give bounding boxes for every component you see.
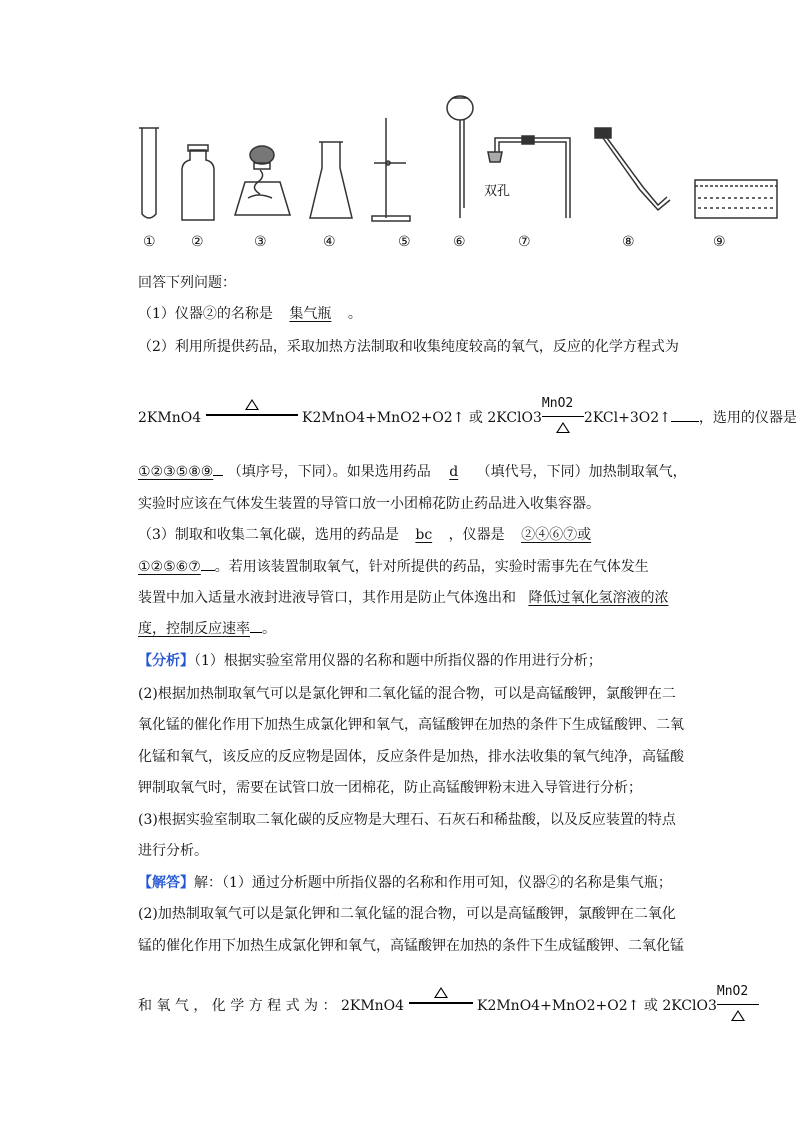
q2-line-1: （2）利用所提供药品，采取加热方法制取和收集纯度较高的氧气，反应的化学方程式为 — [138, 339, 679, 355]
analysis-p2-l3: 化锰和氧气，该反应的反应物是固体，反应条件是加热，排水法收集的氧气纯净，高锰酸 — [138, 749, 684, 765]
analysis-p3-l2: 进行分析。 — [138, 843, 208, 859]
stopper-tube-icon — [488, 136, 570, 218]
catalyst-fraction — [541, 396, 584, 444]
analysis-p1-text: （1）根据实验室常用仪器的名称和题中所指仪器的作用进行分析； — [194, 653, 602, 669]
q3-instr-answer-a: ②④⑥⑦或 — [521, 527, 592, 543]
gas-jar-icon — [182, 145, 214, 220]
analysis-p2-l1: (2)根据加热制取氧气可以是氯化钾和二氧化锰的混合物，可以是高锰酸钾，氯酸钾在二 — [138, 686, 676, 702]
analysis-p3-l1: (3)根据实验室制取二氧化碳的反应物是大理石、石灰石和稀盐酸，以及反应装置的特点 — [138, 812, 676, 828]
apparatus-label-4: ④ — [323, 234, 336, 250]
solution-tag: 【解答】 — [138, 875, 194, 891]
q1-prefix: （1）仪器②的名称是 — [138, 306, 273, 322]
conical-flask-icon — [310, 142, 352, 218]
sol-eq-kclo3: 2KClO3 — [662, 998, 717, 1014]
q3-instr-answer-b: ①②⑤⑥⑦ — [138, 559, 201, 575]
apparatus-label-7: ⑦ — [518, 234, 531, 250]
q2-instruments-answer: ①②③⑤⑧⑨ — [138, 464, 214, 480]
apparatus-label-6: ⑥ — [453, 234, 466, 250]
q3-drug-answer: bc — [415, 527, 433, 543]
q3-func-answer-b: 度，控制反应速率 — [138, 621, 250, 637]
catalyst-label: MnO2 — [541, 396, 574, 411]
solution-l1-text: 解：（1）通过分析题中所指仪器的名称和作用可知，仪器②的名称是集气瓶； — [194, 875, 672, 891]
apparatus-illustration — [130, 90, 790, 230]
triangle-icon — [245, 399, 259, 410]
analysis-tag: 【分析】 — [138, 653, 194, 669]
q2-line3-end: （填代号，下同）加热制取氧气， — [476, 464, 687, 480]
triangle-icon — [556, 422, 570, 433]
solution-l3: 锰的催化作用下加热生成氯化钾和氧气，高锰酸钾在加热的条件下生成锰酸钾、二氧化锰 — [138, 938, 684, 954]
q3-line-4 — [138, 618, 276, 638]
sol-eq-products: K2MnO4+MnO2+O2↑ — [476, 998, 640, 1014]
q2-line-3 — [138, 461, 687, 481]
intro-text: 回答下列问题： — [138, 275, 236, 291]
heat-arrow — [206, 398, 298, 416]
analysis-p2-l2: 氧化锰的催化作用下加热生成氯化钾和氧气，高锰酸钾在加热的条件下生成锰酸钾、二氧 — [138, 717, 684, 733]
iron-stand-icon — [372, 118, 410, 221]
q2-eq-or: 或 — [468, 410, 483, 426]
triangle-icon — [434, 987, 448, 998]
catalyst-label: MnO2 — [716, 984, 749, 999]
q3-line2-rest: 。若用该装置制取氧气，针对所提供的药品，实验时需事先在气体发生 — [214, 559, 649, 575]
double-hole-label: 双孔 — [484, 184, 511, 199]
q3-line4-end: 。 — [262, 621, 276, 637]
apparatus-label-8: ⑧ — [622, 234, 635, 250]
q3-line-2 — [138, 556, 649, 576]
heat-arrow — [409, 986, 473, 1004]
analysis-p1 — [138, 650, 602, 670]
catalyst-fraction — [716, 984, 759, 1032]
apparatus-label-2: ② — [191, 234, 204, 250]
q2-line-4: 实验时应该在气体发生装置的导管口放一小团棉花防止药品进入收集容器。 — [138, 496, 600, 512]
q3-prefix: （3）制取和收集二氧化碳，选用的药品是 — [138, 527, 399, 543]
solution-equation — [138, 986, 759, 1026]
q2-eq-kcl: 2KCl+3O2↑ — [583, 410, 671, 426]
q3-mid: ，仪器是 — [448, 527, 505, 543]
q3-line-3 — [138, 587, 668, 607]
q2-equation — [138, 398, 797, 438]
water-trough-icon — [695, 180, 777, 218]
sol-eq-kmno4: 2KMnO4 — [340, 998, 405, 1014]
solution-l2: (2)加热制取氧气可以是氯化钾和二氧化锰的混合物，可以是高锰酸钾，氯酸钾在二氧化 — [138, 906, 676, 922]
q2-eq-products: K2MnO4+MnO2+O2↑ — [302, 410, 465, 426]
q1-answer: 集气瓶 — [289, 306, 332, 322]
apparatus-label-5: ⑤ — [398, 234, 411, 250]
q2-eq-kclo3: 2KClO3 — [487, 410, 542, 426]
alcohol-lamp-icon — [235, 146, 290, 215]
q2-line3-mid: （填序号，下同）。如果选用药品 — [227, 464, 431, 480]
funnel-icon — [447, 96, 473, 218]
solution-l4-start: 和 氧 气 ， 化 学 方 程 式 为 ： — [138, 998, 337, 1014]
q2-drug-answer: d — [449, 464, 459, 480]
sol-eq-or: 或 — [643, 998, 658, 1014]
apparatus-label-3: ③ — [254, 234, 267, 250]
q2-eq-kmno4: 2KMnO4 — [138, 410, 202, 426]
q1-suffix: 。 — [347, 306, 362, 322]
analysis-p2-l4: 钾制取氧气时，需要在试管口放一团棉花，防止高锰酸钾粉末进入导管进行分析； — [138, 780, 642, 796]
bent-tube-icon — [595, 128, 670, 210]
apparatus-label-1: ① — [143, 234, 156, 250]
q3-func-answer-a: 降低过氧化氢溶液的浓 — [528, 590, 669, 606]
apparatus-label-9: ⑨ — [713, 234, 726, 250]
triangle-icon — [731, 1010, 745, 1021]
q3-line3-start: 装置中加入适量水液封进液导管口，其作用是防止气体逸出和 — [138, 590, 516, 606]
q3-line-1 — [138, 524, 591, 544]
solution-l1 — [138, 872, 672, 892]
q2-eq-suffix: ，选用的仪器是 — [698, 410, 797, 426]
question-1 — [138, 303, 362, 323]
test-tube-icon — [139, 128, 159, 218]
